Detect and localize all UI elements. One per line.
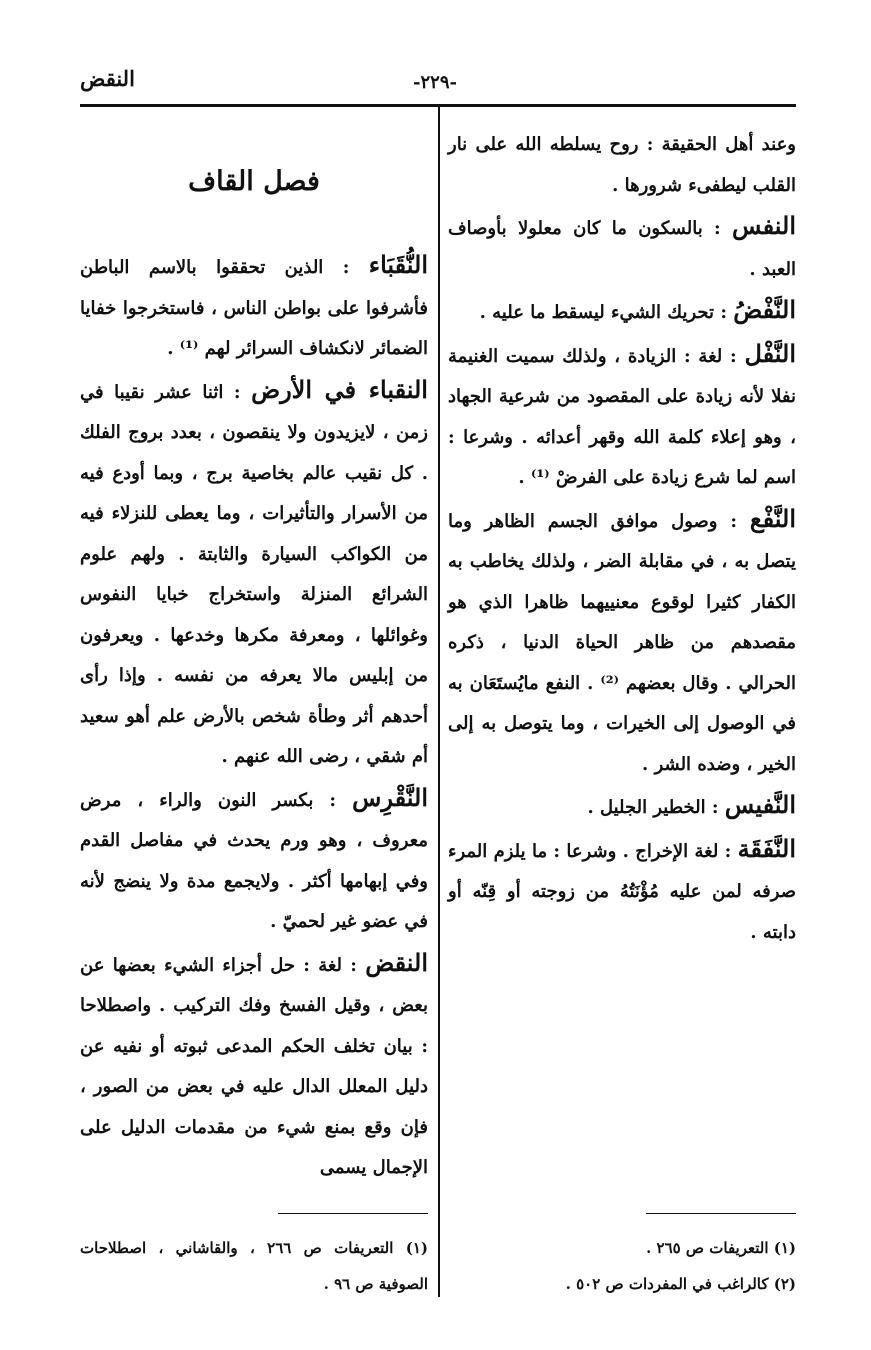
footnote-rule-right [646,1213,796,1214]
entry-continuation [448,122,796,206]
entry-term: النَّفْضُ [733,295,796,324]
entry-al-naf [448,499,796,786]
entry-al-nafd [448,290,796,334]
entry-term: النَّفْل [744,338,796,368]
entry-al-niqris [80,778,428,943]
footnotes-left-column [80,1230,428,1302]
entry-text: : تحريك الشيء ليسقط ما عليه . [479,302,734,323]
entry-text: وعند أهل الحقيقة : روح يسلطه الله على نار القلب ليطفىء شرورها . [448,134,796,196]
entry-text: : الذين تحققوا بالاسم الباطن فأشرفوا على بواطن الناس ، فاستخرجوا خفايا الضمائر لانكشاف السرائر لهم ⁽¹⁾ . [80,257,428,359]
entry-term: النقض [365,947,428,977]
entry-term: النفس [732,211,796,240]
entry-al-nuqaba [80,245,428,370]
entry-text: : لغة : حل أجزاء الشيء بعضها عن بعض ، وقيل الفسخ وفك التركيب . واصطلاحا : بيان تخلف الحكم المدعى ثبوته أو نفيه عن دليل المعلل الدال عليه في بعض من الصور ، فإن وقع بمنع شيء من مقدمات الدليل على الإجمال يسمى [80,954,428,1178]
footnote-rule-left [278,1213,428,1214]
entry-al-nafaqa [448,829,796,954]
entry-term: النَّقْرِس [352,782,428,812]
entry-term: النُّقَبَاء [368,250,428,279]
entry-text: : بكسر النون والراء ، مرض معروف ، وهو ورم يحدث في مفاصل القدم وفي إبهامها أكثر . ولايجمع مدة ولا ينضج لأنه في عضو غير لحميّ . [80,789,428,932]
footnote: (١) التعريفات ص ٢٦٦ ، والقاشاني ، اصطلاحات الصوفية ص ٩٦ . [80,1239,428,1293]
page-number: -٢٢٩- [413,72,457,93]
entry-al-nafis [448,785,796,829]
section-heading: فصل القاف [188,166,320,197]
entry-al-nafs [448,206,796,290]
entry-al-nuqaba-fil-ard [80,370,428,778]
entry-term: النقباء في الأرض [251,374,428,404]
column-divider [438,105,440,1297]
entry-text: : الخطير الجليل . [587,797,725,818]
entry-text: : وصول موافق الجسم الظاهر وما يتصل به ، في مقابلة الضر ، ولذلك يخاطب به الكفار كثيرا لوقوع معنييهما ظاهرا الذي هو مقصدهم من ظاهر الحياة الدنيا ، ذكره الحرالي . وقال بعضهم ⁽²⁾ . النفع مايُستَعَان به في الوصول إلى الخيرات ، وما يتوصل به إلى الخير ، وضده الشر . [448,510,796,775]
entry-term: النَّفْع [749,503,796,533]
entry-term: النَّفيس [724,790,796,819]
running-header-title: النقض [80,66,135,91]
footnote: (٢) كالراغب في المفردات ص ٥٠٢ . [565,1275,796,1293]
entry-al-nafl [448,334,796,499]
entry-term: النَّفَقَة [737,833,796,863]
entry-text: : بالسكون ما كان معلولا بأوصاف العبد . [448,218,796,280]
footnote: (١) التعريفات ص ٢٦٥ . [646,1239,796,1257]
entry-text: : اثنا عشر نقيبا في زمن ، لايزيدون ولا ينقصون ، بعدد بروج الفلك . كل نقيب عالم بخاصية برج ، وبما أودع فيه من الأسرار والتأثيرات ، وما يعطى للنزلاء فيه من الكواكب السيارة والثابتة . ولهم علوم الشرائع المنزلة واستخراج خبايا النفوس وغوائلها ، ومعرفة مكرها وخدعها . ويعرفون من إبليس مالا يعرفه من نفسه . وإذا رأى أحدهم أثر وطأة شخص بالأرض علم أهو سعيد أم شقي ، رضى الله عنهم . [80,381,428,767]
left-column [80,245,428,1189]
footnotes-right-column [448,1230,796,1302]
entry-text: : لغة : الزيادة ، ولذلك سميت الغنيمة نفلا لأنه زيادة على المقصود من شرعية الجهاد ، وهو إعلاء كلمة الله وقهر أعدائه . وشرعا : اسم لما شرع زيادة على الفرضْ ⁽¹⁾ . [448,345,796,488]
right-column [448,122,796,953]
entry-text: : لغة الإخراج . وشرعا : ما يلزم المرء صرفه لمن عليه مُؤْنَتُهُ من زوجته أو قِنّه أو دابته . [448,840,796,943]
entry-al-naqd [80,943,428,1189]
